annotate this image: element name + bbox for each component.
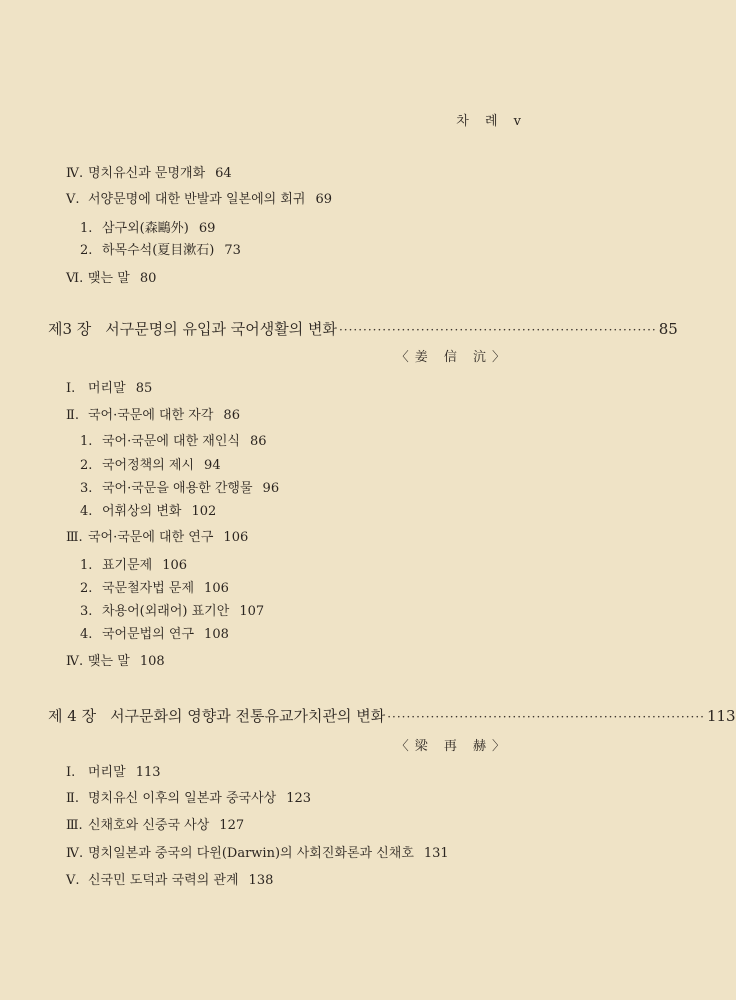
entry-title: 국어·국문에 대한 재인식 — [102, 434, 240, 449]
toc-entry — [66, 872, 273, 890]
entry-number: 1. — [80, 221, 93, 236]
toc-entry — [66, 270, 156, 288]
entry-title: 명치유신과 문명개화 — [88, 166, 206, 181]
toc-entry — [66, 165, 232, 183]
entry-number: 1. — [80, 558, 93, 573]
toc-entry — [80, 626, 229, 644]
chapter-4-page: 113 — [706, 707, 736, 725]
toc-entry — [80, 503, 216, 521]
entry-page: 107 — [239, 604, 265, 619]
entry-number: Ⅳ. — [66, 654, 84, 669]
entry-page: 86 — [249, 434, 267, 449]
entry-page: 73 — [224, 243, 241, 258]
entry-number: Ⅳ. — [66, 846, 84, 861]
chapter-3-heading — [48, 318, 678, 341]
entry-number: 4. — [80, 504, 93, 519]
toc-entry — [66, 407, 240, 425]
entry-page: 94 — [204, 458, 221, 473]
chapter-4-author: 〈梁 再 赫〉 — [395, 739, 511, 754]
entry-number: Ⅰ. — [66, 381, 76, 396]
entry-number: Ⅳ. — [66, 166, 84, 181]
entry-page: 127 — [219, 818, 245, 833]
toc-entry — [80, 603, 264, 621]
entry-title: 명치일본과 중국의 다윈(Darwin)의 사회진화론과 신채호 — [88, 846, 414, 861]
entry-number: Ⅲ. — [66, 530, 83, 545]
entry-page: 106 — [162, 558, 188, 573]
entry-page: 69 — [198, 221, 216, 236]
entry-number: Ⅵ. — [66, 271, 84, 286]
leader-dots: ·································································· — [387, 710, 705, 724]
entry-number: 2. — [80, 458, 93, 473]
toc-entry — [80, 242, 241, 260]
entry-page: 113 — [135, 765, 161, 780]
entry-title: 신채호와 신중국 사상 — [88, 818, 210, 833]
toc-entry — [66, 817, 244, 835]
entry-page: 102 — [191, 504, 217, 519]
toc-entry — [80, 480, 279, 498]
toc-entry — [80, 557, 187, 575]
toc-entry — [80, 433, 267, 451]
entry-title: 명치유신 이후의 일본과 중국사상 — [88, 791, 277, 806]
entry-number: Ⅲ. — [66, 818, 83, 833]
entry-title: 맺는 말 — [88, 271, 130, 286]
entry-page: 108 — [204, 627, 229, 642]
entry-number: 3. — [80, 481, 93, 496]
entry-page: 85 — [135, 381, 153, 396]
entry-number: 2. — [80, 581, 93, 596]
chapter-4-title: 서구문화의 영향과 전통유교가치관의 변화 — [110, 707, 386, 725]
entry-title: 국어문법의 연구 — [102, 627, 195, 642]
running-header: 차 례 v — [456, 114, 527, 129]
chapter-3-page: 85 — [658, 320, 678, 338]
entry-page: 86 — [223, 408, 240, 423]
entry-page: 106 — [223, 530, 249, 545]
entry-number: 3. — [80, 604, 93, 619]
entry-title: 신국민 도덕과 국력의 관계 — [88, 873, 239, 888]
toc-entry — [66, 380, 152, 398]
toc-entry — [66, 191, 332, 209]
entry-number: 1. — [80, 434, 93, 449]
entry-page: 123 — [286, 791, 312, 806]
entry-title: 머리말 — [88, 381, 126, 396]
entry-number: Ⅴ. — [66, 873, 80, 888]
chapter-3-author: 〈姜 信 沆〉 — [395, 350, 511, 365]
entry-title: 머리말 — [88, 765, 126, 780]
entry-number: Ⅱ. — [66, 408, 79, 423]
entry-title: 서양문명에 대한 반발과 일본에의 회귀 — [88, 192, 306, 207]
chapter-4-heading — [48, 705, 736, 728]
entry-title: 국문철자법 문제 — [102, 581, 195, 596]
chapter-3-title: 서구문명의 유입과 국어생활의 변화 — [105, 320, 337, 338]
entry-page: 69 — [315, 192, 333, 207]
entry-title: 국어·국문을 애용한 간행물 — [102, 481, 253, 496]
entry-title: 차용어(외래어) 표기안 — [102, 604, 230, 619]
toc-entry — [66, 790, 311, 808]
entry-page: 80 — [139, 271, 157, 286]
entry-number: 4. — [80, 627, 93, 642]
entry-title: 국어·국문에 대한 자각 — [88, 408, 214, 423]
entry-page: 106 — [204, 581, 229, 596]
toc-entry — [66, 764, 161, 782]
toc-entry — [66, 529, 248, 547]
entry-page: 108 — [139, 654, 165, 669]
entry-number: 2. — [80, 243, 93, 258]
entry-number: Ⅱ. — [66, 791, 79, 806]
entry-number: Ⅴ. — [66, 192, 80, 207]
entry-title: 삼구외(森鷗外) — [102, 221, 189, 236]
entry-number: Ⅰ. — [66, 765, 76, 780]
toc-entry — [80, 457, 221, 475]
entry-page: 138 — [248, 873, 274, 888]
toc-entry — [66, 653, 165, 671]
entry-title: 하목수석(夏目漱石) — [102, 243, 215, 258]
toc-entry — [80, 580, 229, 598]
entry-page: 96 — [262, 481, 280, 496]
toc-entry — [66, 845, 449, 863]
entry-title: 표기문제 — [102, 558, 153, 573]
chapter-4-number: 제 4 장 — [48, 707, 97, 725]
entry-title: 국어정책의 제시 — [102, 458, 195, 473]
entry-page: 131 — [423, 846, 449, 861]
entry-title: 어휘상의 변화 — [102, 504, 182, 519]
entry-title: 맺는 말 — [88, 654, 130, 669]
chapter-3-number: 제3 장 — [48, 320, 92, 338]
leader-dots: ·································································· — [338, 323, 657, 337]
toc-entry — [80, 220, 215, 238]
entry-title: 국어·국문에 대한 연구 — [88, 530, 214, 545]
entry-page: 64 — [215, 166, 232, 181]
